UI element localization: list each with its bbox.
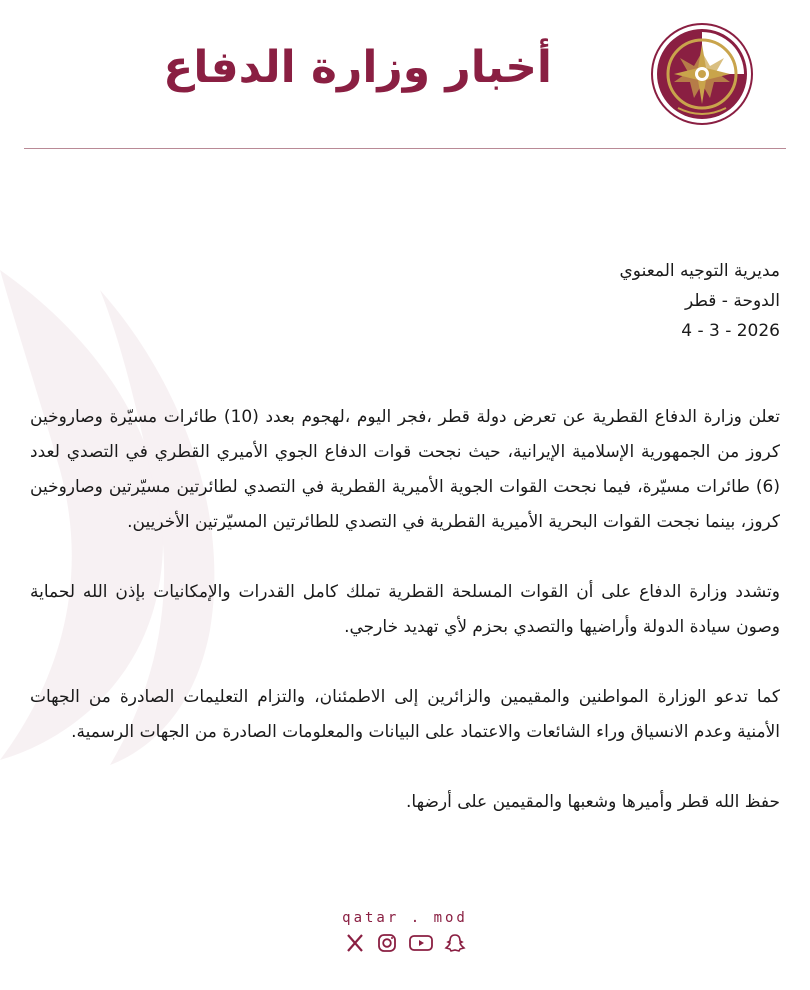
paragraph-3: كما تدعو الوزارة المواطنين والمقيمين والزائرين إلى الاطمئنان، والتزام التعليمات الصادرة من الجهات الأمنية وعدم الانسياق وراء الشائعات والاعتماد على البيانات والمعلومات الصادرة من الجهات الرسمية. <box>30 687 780 742</box>
date: 4 - 3 - 2026 <box>681 321 780 341</box>
x-icon[interactable] <box>344 932 366 954</box>
social-handle: qatar . mod <box>342 910 468 926</box>
snapchat-icon[interactable] <box>444 932 466 954</box>
footer <box>0 910 810 954</box>
location: الدوحة - قطر <box>684 291 780 311</box>
ministry-logo <box>650 22 754 126</box>
youtube-icon[interactable] <box>408 932 434 954</box>
statement-body <box>30 400 780 855</box>
social-icons <box>0 932 810 954</box>
header-divider <box>24 148 786 149</box>
meta-block <box>619 256 780 346</box>
paragraph-1: تعلن وزارة الدفاع القطرية عن تعرض دولة قطر ،فجر اليوم ،لهجوم بعدد (10) طائرات مسيّرة وصاروخين كروز من الجمهورية الإسلامية الإيرانية، حيث نجحت قوات الدفاع الجوي الأميري القطري في التصدي لعدد (6) طائرات مسيّرة، فيما نجحت القوات الجوية الأميرية القطرية في التصدي لطائرتين مسيّرتين وصاروخين كروز، بينما نجحت القوات البحرية الأميرية القطرية في التصدي للطائرتين المسيّرتين الأخريين. <box>30 407 780 532</box>
paragraph-4: حفظ الله قطر وأميرها وشعبها والمقيمين على أرضها. <box>406 792 780 812</box>
page-title: أخبار وزارة الدفاع <box>163 42 552 93</box>
paragraph-2: وتشدد وزارة الدفاع على أن القوات المسلحة القطرية تملك كامل القدرات والإمكانيات بإذن الله لحماية وصون سيادة الدولة وأراضيها والتصدي بحزم لأي تهديد خارجي. <box>30 582 780 637</box>
department-name: مديرية التوجيه المعنوي <box>619 261 780 281</box>
instagram-icon[interactable] <box>376 932 398 954</box>
